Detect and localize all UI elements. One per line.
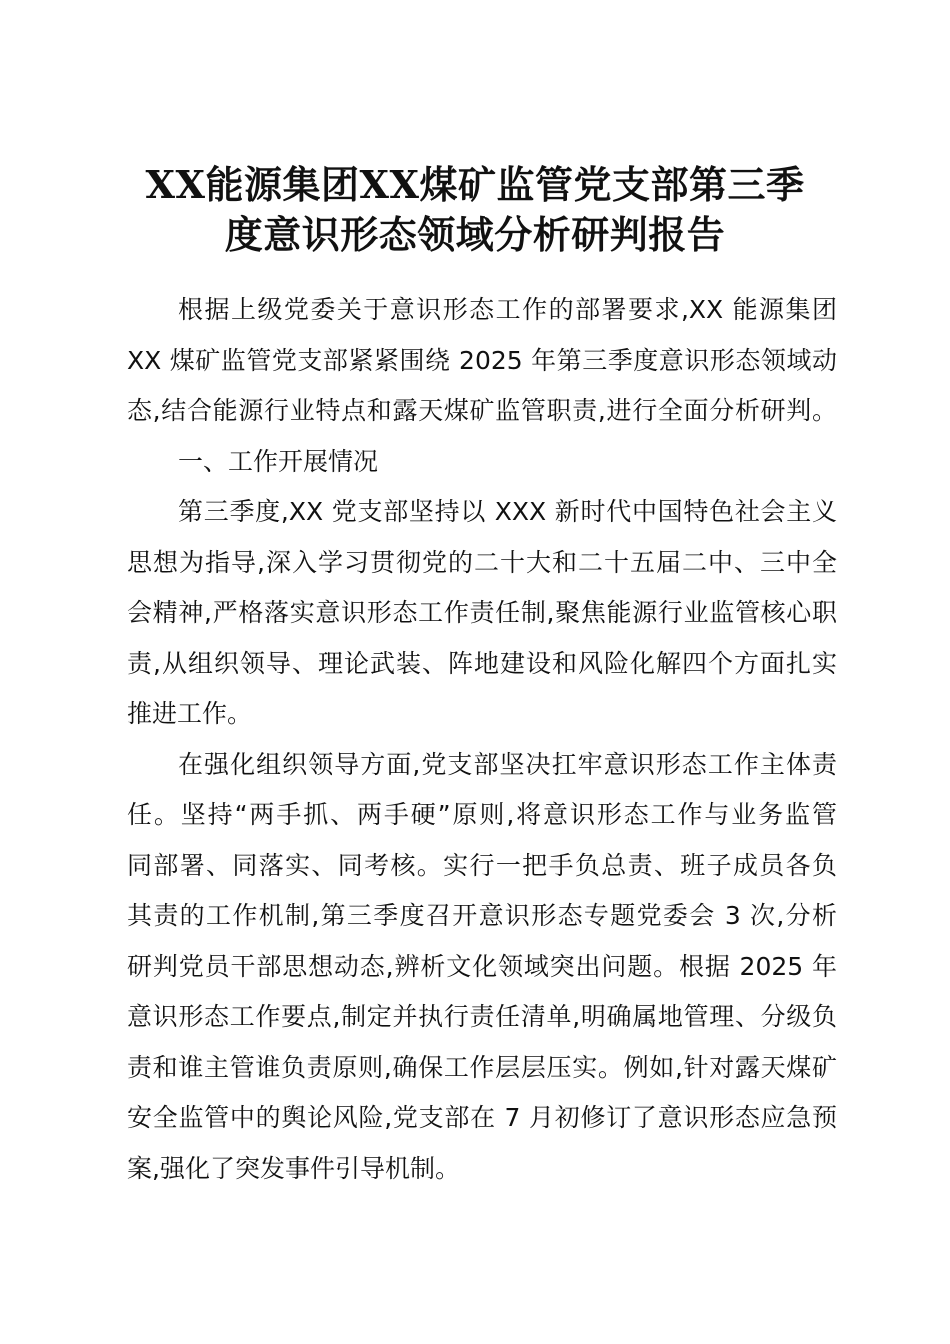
paragraph-line: 安全监管中的舆论风险,党支部在 7 月初修订了意识形态应急预 [127, 1103, 837, 1132]
paragraph-line: 责,从组织领导、理论武装、阵地建设和风险化解四个方面扎实 [127, 648, 837, 678]
paragraph-line: 推进工作。 [127, 699, 253, 728]
paragraph-line: 其责的工作机制,第三季度召开意识形态专题党委会 3 次,分析 [127, 901, 837, 930]
section-heading: 一、工作开展情况 [178, 446, 379, 476]
document-body [127, 285, 837, 1194]
paragraph-line: 在强化组织领导方面,党支部坚决扛牢意识形态工作主体责 [178, 749, 837, 779]
paragraph-line: 意识形态工作要点,制定并执行责任清单,明确属地管理、分级负 [127, 1002, 837, 1031]
title-line: 度意识形态领域分析研判报告 [224, 212, 726, 257]
paragraph-line: 思想为指导,深入学习贯彻党的二十大和二十五届二中、三中全 [127, 547, 837, 577]
paragraph-line: XX 煤矿监管党支部紧紧围绕 2025 年第三季度意识形态领域动 [127, 345, 837, 375]
document-title [110, 160, 840, 260]
paragraph-line: 研判党员干部思想动态,辨析文化领域突出问题。根据 2025 年 [127, 951, 837, 981]
paragraph-line: 态,结合能源行业特点和露天煤矿监管职责,进行全面分析研判。 [127, 396, 837, 425]
paragraph-line: 同部署、同落实、同考核。实行一把手负总责、班子成员各负 [127, 850, 837, 880]
paragraph-line: 责和谁主管谁负责原则,确保工作层层压实。例如,针对露天煤矿 [127, 1052, 837, 1082]
paragraph-line: 任。坚持“两手抓、两手硬”原则,将意识形态工作与业务监管 [127, 800, 837, 829]
paragraph-line: 案,强化了突发事件引导机制。 [127, 1153, 460, 1183]
paragraph-line: 根据上级党委关于意识形态工作的部署要求,XX 能源集团 [178, 295, 837, 324]
paragraph-line: 第三季度,XX 党支部坚持以 XXX 新时代中国特色社会主义 [178, 497, 837, 526]
paragraph-line: 会精神,严格落实意识形态工作责任制,聚焦能源行业监管核心职 [127, 598, 837, 627]
title-line: XX能源集团XX煤矿监管党支部第三季 [145, 162, 805, 207]
